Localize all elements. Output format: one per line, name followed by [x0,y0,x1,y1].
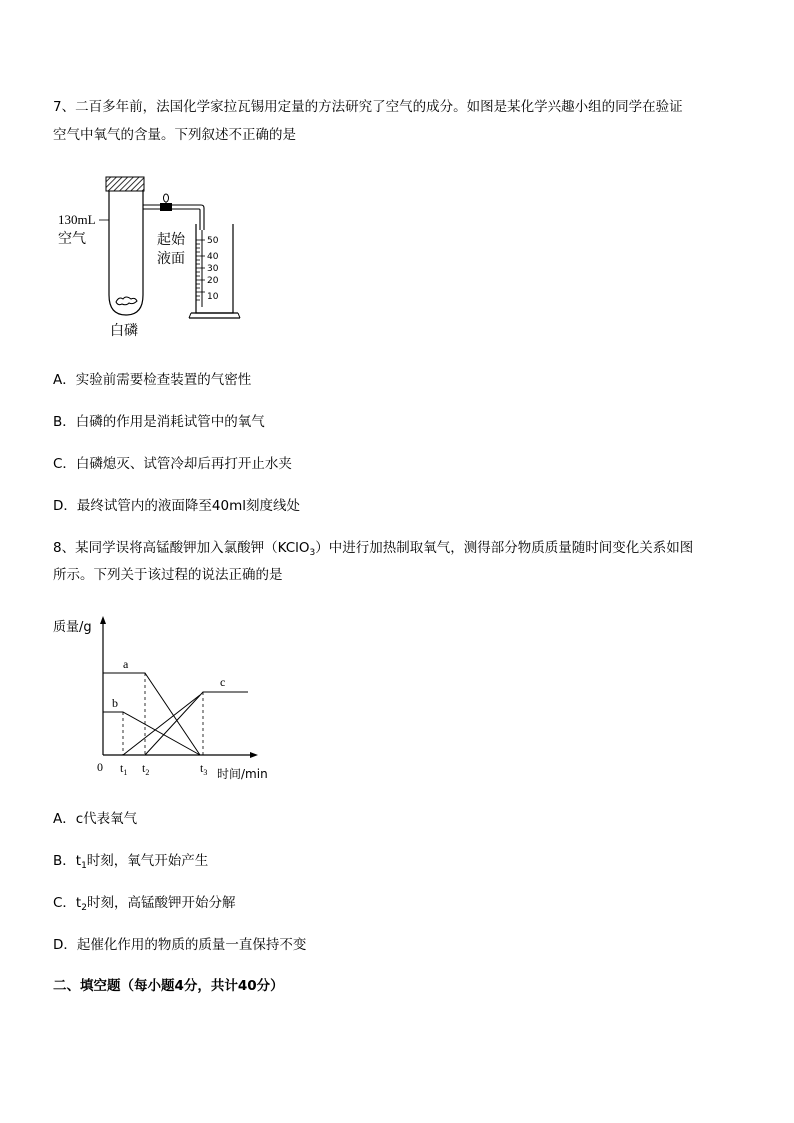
q8-stem-line2: 所示。下列关于该过程的说法正确的是 [53,567,283,583]
curve-a [103,673,200,755]
x-axis-label: 时间/min [217,767,268,781]
q7-stem-line1: 7、二百多年前，法国化学家拉瓦锡用定量的方法研究了空气的成分。如图是某化学兴趣小组的同学在验证 [53,99,683,115]
rubber-stopper [106,177,144,191]
curve-rising-1 [123,695,200,755]
label-air: 空气 [58,231,86,247]
q8-option-b: B．$t_1$时刻，氧气开始产生 [53,853,209,871]
tick-label-t1: $t_1$ [120,761,128,777]
origin-label: 0 [97,760,103,774]
white-phosphorus [116,297,137,305]
q7-option-c: C．白磷熄灭、试管冷却后再打开止水夹 [53,456,292,472]
label-start-1: 起始 [157,232,185,248]
q8-mass-time-chart [50,612,280,792]
curve-label-c: c [220,675,226,689]
q8-option-c: C．$t_2$时刻，高锰酸钾开始分解 [53,895,236,913]
scale-label-40: 40 [207,252,219,262]
scale-label-10: 10 [207,292,219,302]
cylinder-scale-ticks [196,240,205,300]
y-axis-label: 质量/g [53,620,92,635]
label-start-2: 液面 [157,251,185,267]
q8-option-a: A．c代表氧气 [53,811,138,827]
tick-label-t3: $t_3$ [200,761,208,777]
scale-label-50: 50 [207,236,219,246]
label-130ml: 130mL [58,212,96,227]
scale-label-30: 30 [207,264,219,274]
curve-label-a: a [123,657,129,671]
tick-label-t2: $t_2$ [142,761,150,777]
q7-stem-line2: 空气中氧气的含量。下列叙述不正确的是 [53,127,296,143]
q7-apparatus-figure [53,172,253,342]
q7-option-d: D．最终试管内的液面降至40ml刻度线处 [53,498,300,514]
label-phosphorus: 白磷 [110,323,138,339]
q7-option-b: B．白磷的作用是消耗试管中的氧气 [53,414,265,430]
q7-option-a: A．实验前需要检查装置的气密性 [53,372,252,388]
section-2-title: 二、填空题（每小题4分，共计40分） [53,978,284,994]
test-tube [109,191,143,315]
scale-label-20: 20 [207,276,219,286]
q8-stem-line1: 8、某同学误将高锰酸钾加入氯酸钾（KClO$_3$）中进行加热制取氧气，测得部分物质质量随时间变化关系如图 [53,540,694,558]
curve-c [145,692,248,755]
curve-label-b: b [112,696,118,710]
q8-option-d: D．起催化作用的物质的质量一直保持不变 [53,937,307,953]
